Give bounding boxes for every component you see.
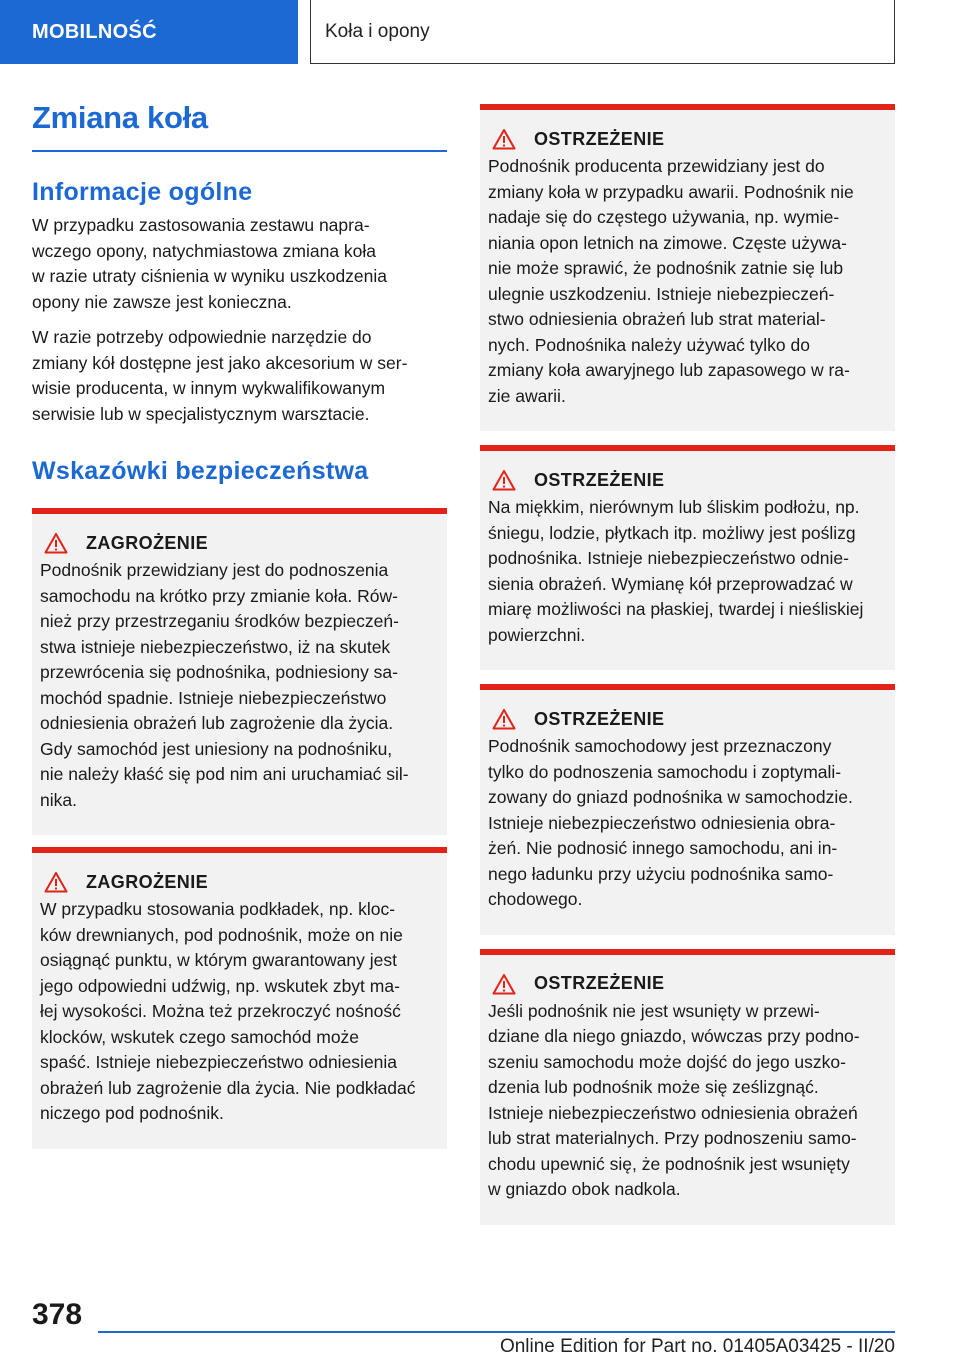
chapter-title bbox=[310, 0, 895, 64]
page-title: Zmiana koła bbox=[32, 100, 447, 152]
warning-title: OSTRZEŻENIE bbox=[534, 128, 665, 149]
left-column bbox=[32, 100, 447, 1163]
warning-title: OSTRZEŻENIE bbox=[534, 973, 665, 993]
warning-box bbox=[480, 949, 895, 1225]
warning-title: OSTRZEŻENIE bbox=[534, 469, 665, 490]
warning-triangle-icon bbox=[492, 469, 516, 491]
warning-text: Jeśli podnośnik nie jest wsunięty w przewi- dziane dla niego gniazdo, wówczas przy podno- szeniu samochodu może dojść do jego uszko- dzenia lub podnośnik może się ześlizgnąć. Istnieje niebezpieczeństwo odniesienia obrażeń lub strat materialnych. Przy podnoszeniu samo- chodu upewnić się, że podnośnik jest wsunięty w gniazdo obok nadkola. bbox=[488, 1000, 860, 1199]
right-column bbox=[480, 104, 895, 1239]
general-paragraph: W razie potrzeby odpowiednie narzędzie do zmiany kół dostępne jest jako akcesorium w ser- wisie producenta, w innym wykwalifikowanym serwisie lub w specjalistycznym warsztacie. bbox=[32, 327, 408, 424]
safety-heading: Wskazówki bezpieczeństwa bbox=[32, 457, 369, 485]
danger-title: ZAGROŻENIE bbox=[86, 532, 209, 553]
chapter-label: Koła i opony bbox=[325, 20, 430, 42]
warning-text: Podnośnik samochodowy jest przeznaczony tylko do podnoszenia samochodu i zoptymali- zowany do gniazd podnośnika w samochodzie. Istnieje niebezpieczeństwo odniesienia obra- żeń. Nie podnosić innego samochodu, ani in- nego ładunku przy użyciu podnośnika samo- chodowego. bbox=[488, 736, 853, 909]
danger-text: Podnośnik przewidziany jest do podnoszenia samochodu na krótko przy zmianie koła. Rów- nież przy przestrzeganiu środków bezpieczeń- stwa istnieje niebezpieczeństwo, iż na skutek przewrócenia się podnośnika, podniesiony sa- mochód spadnie. Istnieje niebezpieczeństwo odniesienia obrażeń lub zagrożenie dla życia. Gdy samochód jest uniesiony na podnośniku, nie należy kłaść się pod nim ani uruchamiać sil- nika. bbox=[40, 560, 409, 810]
warning-box bbox=[480, 684, 895, 935]
warning-triangle-icon bbox=[44, 871, 68, 893]
warning-text: Podnośnik producenta przewidziany jest do zmiany koła w przypadku awarii. Podnośnik nie nadaje się do częstego używania, np. wymie- niania opon letnich na zimowe. Częste używa- nie może sprawić, że podnośnik zatnie się lub ulegnie uszkodzeniu. Istnieje niebezpieczeń- stwo odniesienia obrażeń lub strat material- nych. Podnośnika należy używać tylko do zmiany koła awaryjnego lub zapasowego w ra- zie awarii. bbox=[488, 156, 854, 406]
warning-box bbox=[480, 104, 895, 431]
section-tab: MOBILNOŚĆ bbox=[0, 0, 298, 64]
warning-box bbox=[480, 445, 895, 670]
footer-edition: Online Edition for Part no. 01405A03425 - II/20 bbox=[499, 1336, 895, 1357]
danger-text: W przypadku stosowania podkładek, np. kloc- ków drewnianych, pod podnośnik, może on nie osiągnąć punktu, w którym gwarantowany jest jego odpowiedni udźwig, np. wskutek zbyt ma- łej wysokości. Można też przekroczyć nośność klocków, wskutek czego samochód może spaść. Istnieje niebezpieczeństwo odniesienia obrażeń lub zagrożenie dla życia. Nie podkładać niczego pod podnośnik. bbox=[40, 899, 416, 1123]
warning-triangle-icon bbox=[44, 532, 68, 554]
danger-title: ZAGROŻENIE bbox=[86, 871, 209, 892]
footer-divider bbox=[98, 1331, 895, 1333]
warning-triangle-icon bbox=[492, 708, 516, 730]
warning-title: OSTRZEŻENIE bbox=[534, 708, 665, 729]
danger-box bbox=[32, 508, 447, 835]
warning-triangle-icon bbox=[492, 973, 516, 995]
general-paragraph: W przypadku zastosowania zestawu napra- wczego opony, natychmiastowa zmiana koła w razie utraty ciśnienia w wyniku uszkodzenia opony nie zawsze jest konieczna. bbox=[32, 215, 388, 312]
warning-text: Na miękkim, nierównym lub śliskim podłożu, np. śniegu, lodzie, płytkach itp. możliwy jest poślizg podnośnika. Istnieje niebezpieczeństwo odnie- sienia obrażeń. Wymianę kół przeprowadzać w miarę możliwości na płaskiej, twardej i nieśliskiej powierzchni. bbox=[488, 497, 864, 645]
page-number: 378 bbox=[32, 1298, 83, 1331]
warning-triangle-icon bbox=[492, 128, 516, 150]
danger-box bbox=[32, 847, 447, 1149]
general-heading: Informacje ogólne bbox=[32, 178, 253, 206]
